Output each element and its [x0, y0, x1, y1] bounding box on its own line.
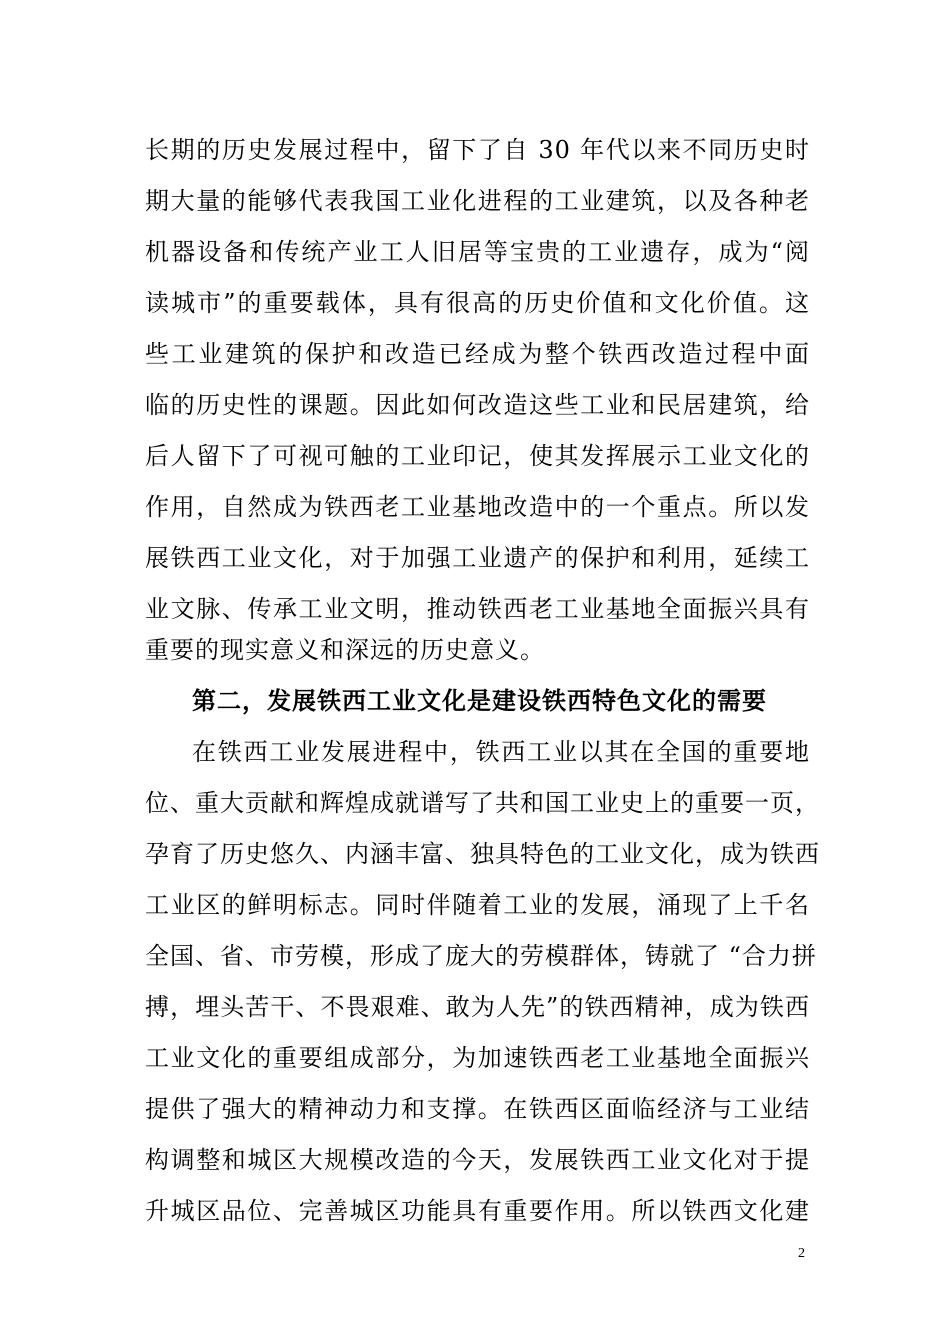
paragraph-line: 长期的历史发展过程中，留下了自 30 年代以来不同历史时 — [145, 136, 810, 164]
page-number: 2 — [798, 1246, 805, 1261]
paragraph-line: 重要的现实意义和深远的历史意义。 — [145, 636, 545, 664]
paragraph-line: 后人留下了可视可触的工业印记，使其发挥展示工业文化的 — [145, 442, 810, 470]
paragraph-line: 构调整和城区大规模改造的今天，发展铁西工业文化对于提 — [145, 1146, 810, 1174]
paragraph-line: 工业区的鲜明标志。同时伴随着工业的发展，涌现了上千名 — [145, 891, 810, 919]
paragraph-line: 作用，自然成为铁西老工业基地改造中的一个重点。所以发 — [145, 493, 810, 521]
paragraph-line: 孕育了历史悠久、内涵丰富、独具特色的工业文化，成为铁西 — [145, 840, 820, 868]
paragraph-line: 搏，埋头苦干、不畏艰难、敢为人先”的铁西精神，成为铁西 — [145, 993, 810, 1021]
paragraph-line: 工业文化的重要组成部分，为加速铁西老工业基地全面振兴 — [145, 1044, 810, 1072]
section-heading: 第二，发展铁西工业文化是建设铁西特色文化的需要 — [192, 686, 767, 715]
paragraph-line: 位、重大贡献和辉煌成就谱写了共和国工业史上的重要一页， — [145, 789, 820, 817]
paragraph-line: 机器设备和传统产业工人旧居等宝贵的工业遗存，成为“阅 — [145, 238, 810, 266]
paragraph-line: 升城区品位、完善城区功能具有重要作用。所以铁西文化建 — [145, 1197, 810, 1225]
paragraph-line: 期大量的能够代表我国工业化进程的工业建筑，以及各种老 — [145, 187, 810, 215]
paragraph-line: 些工业建筑的保护和改造已经成为整个铁西改造过程中面 — [145, 340, 810, 368]
paragraph-line: 临的历史性的课题。因此如何改造这些工业和民居建筑，给 — [145, 391, 810, 419]
paragraph-line: 读城市”的重要载体，具有很高的历史价值和文化价值。这 — [145, 289, 810, 317]
paragraph-line: 全国、省、市劳模，形成了庞大的劳模群体，铸就了 “合力拼 — [145, 942, 817, 970]
paragraph-line: 展铁西工业文化，对于加强工业遗产的保护和利用，延续工 — [145, 544, 810, 572]
paragraph-line: 提供了强大的精神动力和支撑。在铁西区面临经济与工业结 — [145, 1095, 810, 1123]
paragraph-line: 业文脉、传承工业文明，推动铁西老工业基地全面振兴具有 — [145, 595, 810, 623]
paragraph-line: 在铁西工业发展进程中，铁西工业以其在全国的重要地 — [192, 738, 810, 766]
